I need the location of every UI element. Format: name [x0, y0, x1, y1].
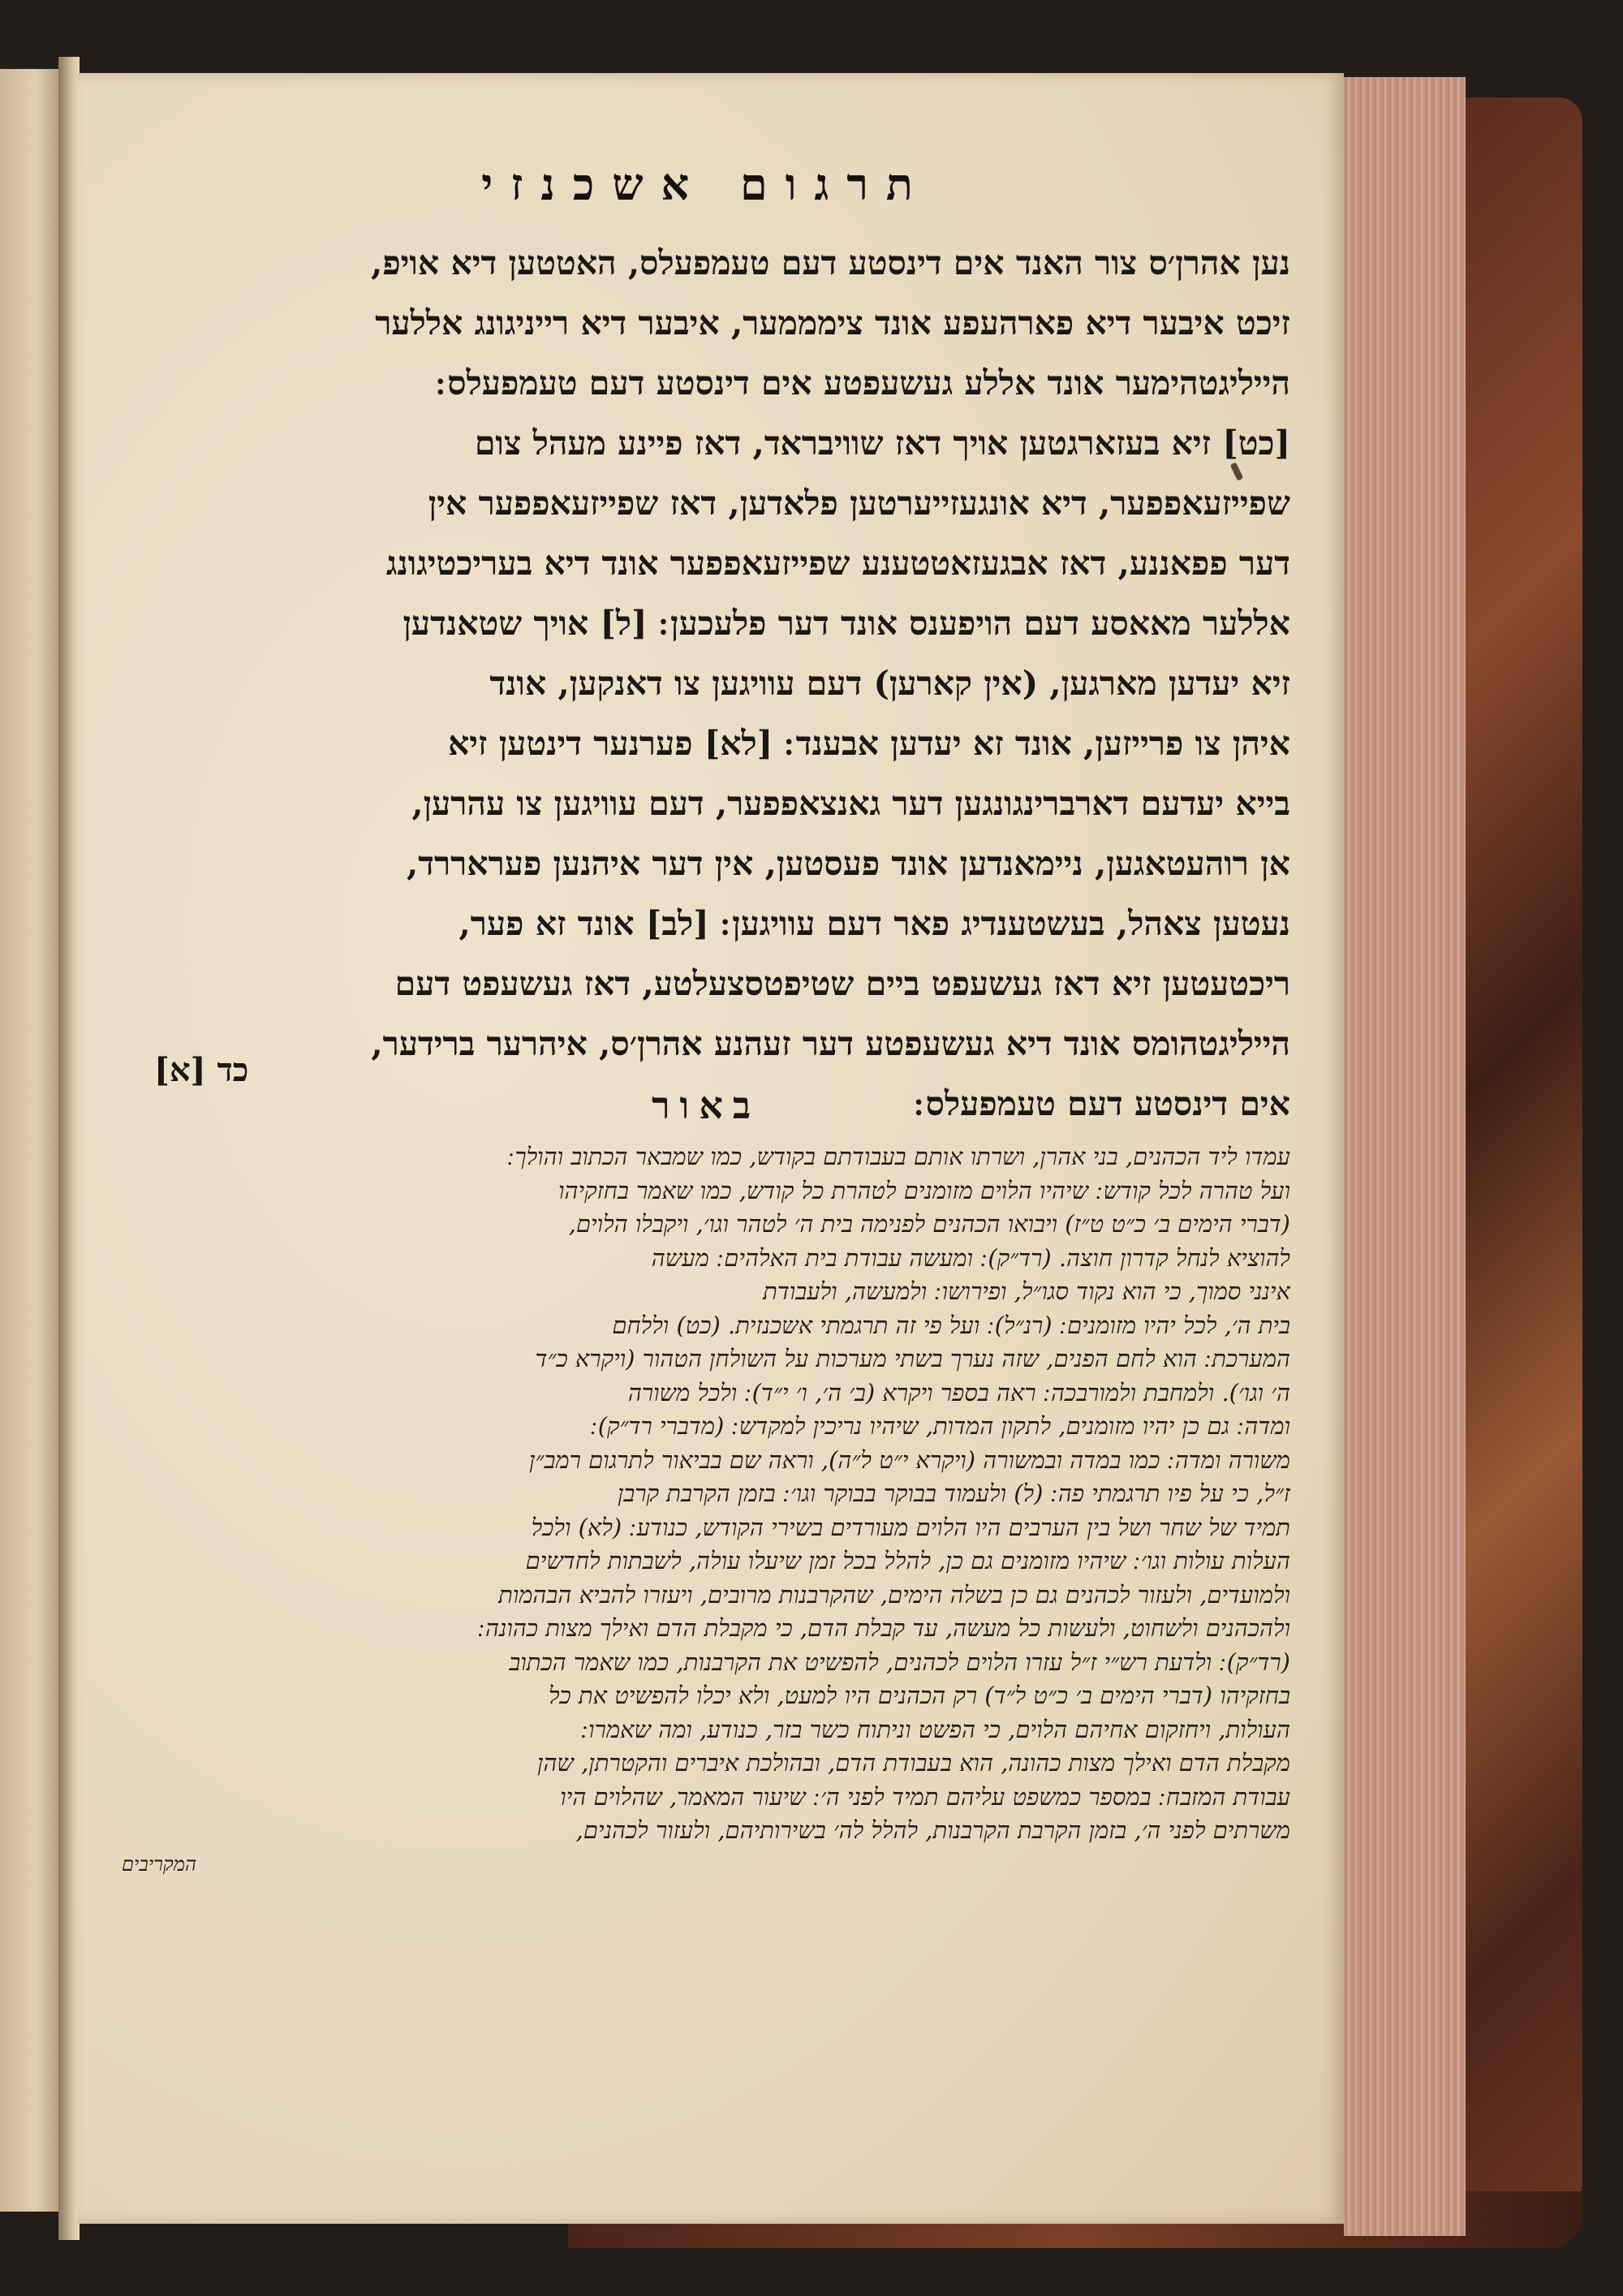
commentary-line: להוציא לנחל קדרון חוצה. (רד״ק) ׃ ומעשה עבודת בית האלהים ׃ מעשה	[651, 1243, 1290, 1272]
book-fore-edge	[1344, 77, 1466, 2236]
translation-line: איהן צו פרייזען, אונד זא יעדען אבענד ׃ [לא] פערנער דינטען זיא	[447, 724, 1290, 763]
commentary-line: מקבלת הדם ואילך מצות כהונה, הוא בעבודת הדם, ובהולכת איברים והקטרתן, שהן	[537, 1749, 1290, 1777]
catchword: כד [א]	[154, 1051, 249, 1089]
facing-page-edge	[0, 69, 61, 2212]
commentary-line: (דברי הימים ב׳ כ״ט ט״ז) ויבואו הכהנים לפנימה בית ה׳ לטהר וגו׳, ויקבלו הלוים,	[568, 1210, 1290, 1238]
translation-line: הייליגטהימער אונד אללע געשעפטע אים דינסטע דעם טעמפעלס ׃	[435, 364, 1290, 403]
commentary-line: ה׳ וגו׳). ולמחבת ולמורבכה ׃ ראה בספר ויקרא (ב׳ ה׳, ו׳ י״ד) ׃ ולכל משורה	[627, 1378, 1290, 1406]
commentary-line: העלות עולות וגו׳ ׃ שיהיו מזומנים גם כן, להלל בכל זמן שיעלו עולה, לשבתות לחדשים	[525, 1547, 1290, 1574]
commentary-text	[122, 1140, 1290, 1881]
translation-line: שפייזעאפפער, דיא אונגעזייערטען פלאדען, דאז שפייזעאפפער אין	[428, 484, 1290, 523]
translation-line: בייא יעדעם דארברינגונגען דער גאנצאפפער, דעם עוויגען צו עהרען,	[411, 784, 1290, 823]
commentary-heading: באור	[651, 1083, 761, 1127]
page-content	[122, 158, 1290, 1968]
translation-line: זיא יעדען מארגען, (אין קארען) דעם עוויגען צו דאנקען, אונד	[489, 664, 1290, 703]
commentary-line: העולות, ויחזקום אחיהם הלוים, כי הפשט וניתוח כשר בזר, כנודע, ומה שאמרו ׃	[580, 1715, 1290, 1743]
book-cover-board	[1461, 97, 1582, 2208]
commentary-line: משורה ומדה ׃ כמו במדה ובמשורה (ויקרא י״ט ל״ה), וראה שם בביאור לתרגום רמב״ן	[529, 1445, 1290, 1474]
page-title: תרגום אשכנזי	[481, 158, 931, 210]
translation-line: זיכט איבער דיא פארהעפע אונד צימממער, איבער דיא רייניגונג אללער	[375, 304, 1290, 342]
translation-text	[122, 233, 1290, 1134]
commentary-line: בחזקיהו (דברי הימים ב׳ כ״ט ל״ד) רק הכהנים היו למעט, ולא יכלו להפשיט את כל	[548, 1682, 1290, 1709]
commentary-line: עמדו ליד הכהנים, בני אהרן, ושרתו אותם בעבודתם בקודש, כמו שמבאר הכתוב והולך ׃	[507, 1143, 1290, 1170]
commentary-line: ועל טהרה לכל קודש ׃ שיהיו הלוים מזומנים לטהרת כל קודש, כמו שאמר בחזקיהו	[558, 1176, 1290, 1204]
commentary-catchword: המקריבים	[122, 1852, 197, 1876]
commentary-line: ולהכהנים ולשחוט, ולעשות כל מעשה, עד קבלת הדם, כי מקבלת הדם ואילך מצות כהונה ׃	[477, 1614, 1290, 1642]
translation-line: ריכטעטען זיא דאז געשעפט ביים שטיפטסצעלטע, דאז געשעפט דעם	[394, 964, 1290, 1003]
commentary-line: ולמועדים, ולעזור לכהנים גם כן בשלה הימים, שהקרבנות מרובים, ויעזרו להביא הבהמות	[498, 1580, 1290, 1609]
commentary-line: ומדה ׃ גם כן יהיו מזומנים, לתקון המדות, שיהיו נריכין למקדש ׃ (מדברי רד״ק) ׃	[590, 1412, 1290, 1440]
translation-line: [כט] זיא בעזארגטען אויך דאז שוויבראד, דאז פיינע מעהל צום	[474, 424, 1290, 463]
commentary-line: משרתים לפני ה׳, בזמן הקרבת הקרבנות, להלל לה׳ בשירותיהם, ולעזור לכהנים,	[575, 1816, 1290, 1844]
commentary-line: אינני סמוך, כי הוא נקוד סגו״ל, ופירושו ׃ ולמעשה, ולעבודת	[763, 1277, 1290, 1305]
translation-line: נען אהרן׳ס צור האנד אים דינסטע דעם טעמפעלס, האטטען דיא אויפ,	[371, 243, 1290, 282]
translation-line: דער פפאננע, דאז אבגעזאטטענע שפייזעאפפער אונד דיא בעריכטיגונג	[385, 544, 1290, 583]
translation-line: אללער מאאסע דעם הויפענס אונד דער פלעכען ׃ [ל] אויך שטאנדען	[403, 604, 1290, 643]
commentary-line: תמיד של שחר ושל בין הערבים היו הלוים מעורדים בשירי הקודש, כנודע ׃ (לא) ולכל	[531, 1513, 1290, 1541]
commentary-line: בית ה׳, לכל יהיו מזומנים ׃ (רנ״ל) ׃ ועל פי זה תרגמתי אשכנזית. (כט) וללחם	[612, 1311, 1290, 1339]
translation-line: אים דינסטע דעם טעמפעלס ׃	[914, 1084, 1290, 1123]
book-gutter	[58, 57, 80, 2240]
commentary-line: המערכת ׃ הוא לחם הפנים, שזה נערך בשתי מערכות על השולחן הטהור (ויקרא כ״ד	[535, 1345, 1290, 1372]
translation-line: הייליגטהומס אונד דיא געשעפטע דער זעהנע אהרן׳ס, איהרער ברידער,	[371, 1024, 1290, 1063]
translation-line: אן רוהעטאגען, ניימאנדען אונד פעסטען, אין דער איהנען פעראררד,	[407, 844, 1290, 883]
commentary-line: ז״ל, כי על פיו תרגמתי פה ׃ (ל) ולעמוד בבוקר בבוקר וגו׳ ׃ בזמן הקרבת קרבן	[617, 1480, 1290, 1507]
commentary-line: עבודת המזבח ׃ במספר כמשפט עליהם תמיד לפני ה׳ ׃ שיעור המאמר, שהלוים היו	[560, 1782, 1290, 1811]
commentary-line: (רד״ק) ׃ ולדעת רש״י ז״ל עזרו הלוים לכהנים, להפשיט את הקרבנות, כמו שאמר הכתוב	[509, 1648, 1290, 1676]
translation-line: נעטען צאהל, בעשטענדיג פאר דעם עוויגען ׃ [לב] אונד זא פער,	[458, 904, 1290, 943]
